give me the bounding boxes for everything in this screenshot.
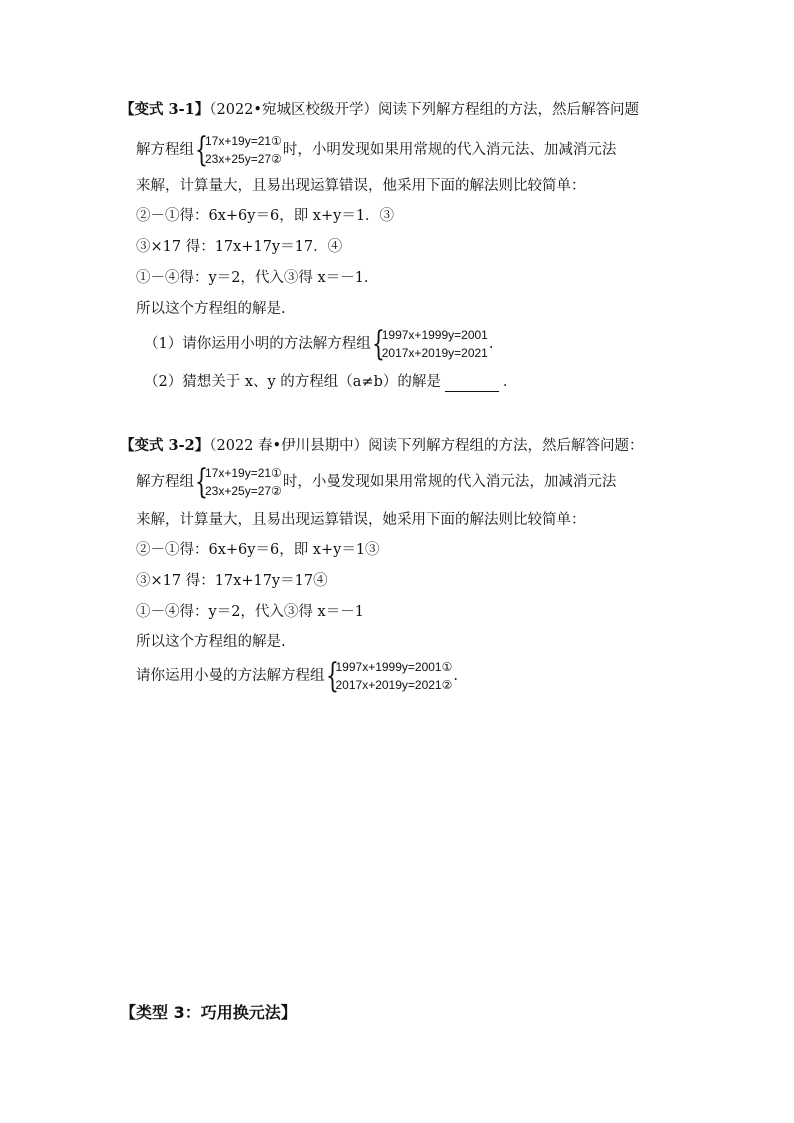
answer-blank[interactable]: [445, 377, 499, 392]
equation-system: [372, 326, 488, 362]
brace-icon: {: [195, 130, 208, 170]
problem-tag: 【变式 3-2】: [120, 437, 210, 454]
step-2: ③×17 得：17x+17y＝17④: [136, 573, 328, 589]
equation-2: 23x+25y=27②: [205, 152, 282, 166]
equation-prefix: 解方程组: [136, 474, 194, 490]
text-line: 来解，计算量大，且易出现运算错误，他采用下面的解法则比较简单：: [136, 178, 586, 194]
problem-header: [120, 100, 639, 120]
equation-system: [195, 464, 282, 500]
equation-2: 2017x+2019y=2021②: [335, 678, 453, 692]
problem-tag: 【变式 3-1】: [120, 101, 210, 118]
equation-suffix: 时，小明发现如果用常规的代入消元法、加减消元法: [282, 142, 617, 158]
problem-intro: 阅读下列解方程组的方法，然后解答问题：: [368, 438, 644, 454]
brace-icon: {: [195, 462, 208, 502]
problem-intro: 阅读下列解方程组的方法，然后解答问题: [377, 102, 639, 118]
question-2-suffix: ．: [502, 374, 518, 390]
brace-icon: {: [371, 324, 385, 364]
equation-prefix: 解方程组: [136, 142, 194, 158]
step-1: ②－①得：6x+6y＝6，即 x+y＝1．③: [136, 208, 395, 224]
step-2: ③×17 得：17x+17y＝17．④: [136, 239, 343, 255]
problem-source: （2022 春•伊川县期中）: [209, 438, 369, 454]
question: [136, 656, 458, 696]
equation-system: [195, 132, 282, 168]
step-4: 所以这个方程组的解是.: [136, 301, 286, 317]
question-prefix: 请你运用小曼的方法解方程组: [136, 668, 325, 684]
equation-line: [136, 462, 616, 502]
equation-1: 17x+19y=21①: [205, 466, 282, 480]
question-2-text: （2）猜想关于 x、y 的方程组（a≠b）的解是: [144, 374, 441, 390]
question-1: [144, 324, 493, 364]
question-2: [144, 372, 517, 392]
problem-source: （2022•宛城区校级开学）: [209, 102, 378, 118]
equation-1: 1997x+1999y=2001①: [335, 660, 453, 674]
equation-system: [326, 658, 453, 694]
problem-variant-3-2: [120, 436, 690, 716]
equation-1: 17x+19y=21①: [205, 134, 282, 148]
equation-suffix: 时，小曼发现如果用常规的代入消元法，加减消元法: [282, 474, 617, 490]
step-4: 所以这个方程组的解是.: [136, 634, 286, 650]
problem-header: [120, 436, 644, 456]
text-line: 来解，计算量大，且易出现运算错误，她采用下面的解法则比较简单：: [136, 512, 586, 528]
equation-2: 2017x+2019y=2021: [381, 346, 488, 360]
equation-2: 23x+25y=27②: [205, 484, 282, 498]
question-1-prefix: （1）请你运用小明的方法解方程组: [144, 336, 371, 352]
problem-variant-3-1: [120, 100, 690, 400]
step-1: ②－①得：6x+6y＝6，即 x+y＝1③: [136, 542, 380, 558]
equation-1: 1997x+1999y=2001: [381, 328, 488, 342]
question-1-suffix: .: [488, 336, 494, 352]
question-suffix: .: [453, 668, 458, 684]
section-title: 【类型 3：巧用换元法】: [120, 1003, 297, 1022]
brace-icon: {: [325, 656, 339, 696]
equation-line: [136, 130, 616, 170]
step-3: ①－④得：y＝2，代入③得 x＝－1．: [136, 270, 379, 286]
step-3: ①－④得：y＝2，代入③得 x＝－1: [136, 604, 364, 620]
